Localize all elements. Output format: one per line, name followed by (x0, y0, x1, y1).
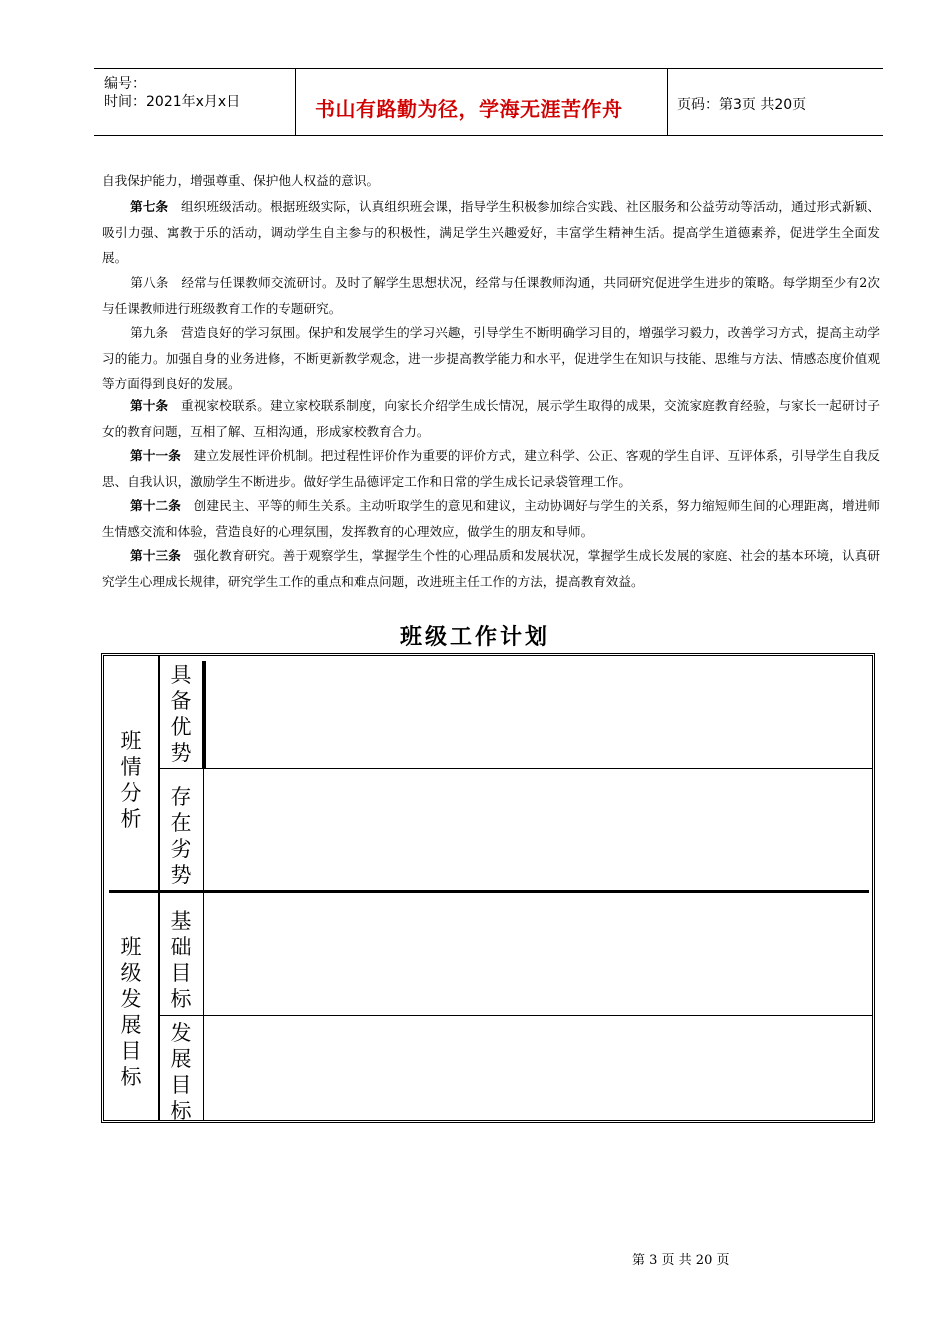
article-lead: 第十三条 (130, 548, 181, 563)
paragraph-text: 强化教育研究。善于观察学生，掌握学生个性的心理品质和发展状况，掌握学生成长发展的家庭、社会的基本环境，认真研究学生心理成长规律，研究学生工作的重点和难点问题，改进班主任工作的方法，提高教育效益。 (102, 548, 881, 589)
paragraph-article-10 (102, 393, 880, 444)
paragraph-article-8 (102, 270, 880, 321)
paragraph-text: 第九条 营造良好的学习氛围。保护和发展学生的学习兴趣，引导学生不断明确学习目的，增强学习毅力，改善学习方式，提高主动学习的能力。加强自身的业务进修，不断更新教学观念，进一步提高教学能力和水平，促进学生在知识与技能、思维与方法、情感态度价值观等方面得到良好的发展。 (102, 325, 880, 392)
strengths-content[interactable] (208, 661, 868, 766)
row-divider-2 (160, 1015, 872, 1016)
motto: 书山有路勤为径，学海无涯苦作舟 (315, 97, 623, 121)
page-footer: 第 3 页 共 20 页 (632, 1253, 730, 1268)
plan-table (101, 653, 875, 1123)
paragraph-article-11 (102, 443, 880, 494)
sub-label-weaknesses: 存在劣势 (170, 785, 192, 887)
thick-divider (202, 661, 206, 768)
number-label: 编号： (104, 76, 146, 92)
article-lead: 第十二条 (130, 498, 181, 513)
row-divider-1 (160, 768, 872, 769)
paragraph-text: 组织班级活动。根据班级实际，认真组织班会课，指导学生积极参加综合实践、社区服务和公益劳动等活动，通过形式新颖、吸引力强、寓教于乐的活动，调动学生自主参与的积极性，满足学生兴趣爱好，丰富学生精神生活。提高学生道德素养，促进学生全面发展。 (102, 199, 881, 266)
section-divider (109, 890, 869, 893)
category-label-class-analysis: 班情分析 (120, 729, 142, 831)
paragraph-text: 重视家校联系。建立家校联系制度，向家长介绍学生成长情况，展示学生取得的成果，交流家庭教育经验，与家长一起研讨子女的教育问题，互相了解、互相沟通，形成家校教育合力。 (102, 398, 881, 439)
category-divider (158, 656, 160, 1120)
development-goals-content[interactable] (205, 1017, 868, 1117)
page-header (94, 68, 883, 136)
paragraph-text: 建立发展性评价机制。把过程性评价作为重要的评价方式，建立科学、公正、客观的学生自评、互评体系，引导学生自我反思、自我认识，激励学生不断进步。做好学生品德评定工作和日常的学生成长记录袋管理工作。 (102, 448, 881, 489)
paragraph-article-9 (102, 320, 880, 397)
paragraph-text: 创建民主、平等的师生关系。主动听取学生的意见和建议，主动协调好与学生的关系，努力缩短师生间的心理距离，增进师生情感交流和体验，营造良好的心理氛围，发挥教育的心理效应，做学生的朋友和导师。 (102, 498, 881, 539)
paragraph-text: 自我保护能力，增强尊重、保护他人权益的意识。 (102, 173, 380, 188)
time-label: 时间：2021年x月x日 (104, 94, 241, 110)
header-meta (94, 69, 296, 135)
sub-label-development-goals: 发展目标 (170, 1021, 192, 1123)
article-lead: 第七条 (130, 199, 169, 214)
plan-title: 班级工作计划 (399, 625, 550, 650)
paragraph-article-13 (102, 543, 880, 594)
weaknesses-content[interactable] (205, 770, 868, 888)
page-code: 页码：第3页 共20页 (677, 97, 807, 113)
paragraph-article-7 (102, 194, 880, 271)
sub-divider (203, 768, 204, 1120)
sub-label-basic-goals: 基础目标 (170, 909, 192, 1011)
paragraph-text: 第八条 经常与任课教师交流研讨。及时了解学生思想状况，经常与任课教师沟通，共同研究促进学生进步的策略。每学期至少有2次与任课教师进行班级教育工作的专题研究。 (102, 275, 880, 316)
basic-goals-content[interactable] (205, 895, 868, 1013)
category-label-development-goals: 班级发展目标 (120, 935, 142, 1089)
paragraph-article-12 (102, 493, 880, 544)
article-lead: 第十一条 (130, 448, 181, 463)
article-lead: 第十条 (130, 398, 169, 413)
paragraph-0 (102, 168, 880, 194)
sub-label-strengths: 具备优势 (170, 663, 192, 765)
header-motto-cell (295, 69, 668, 135)
